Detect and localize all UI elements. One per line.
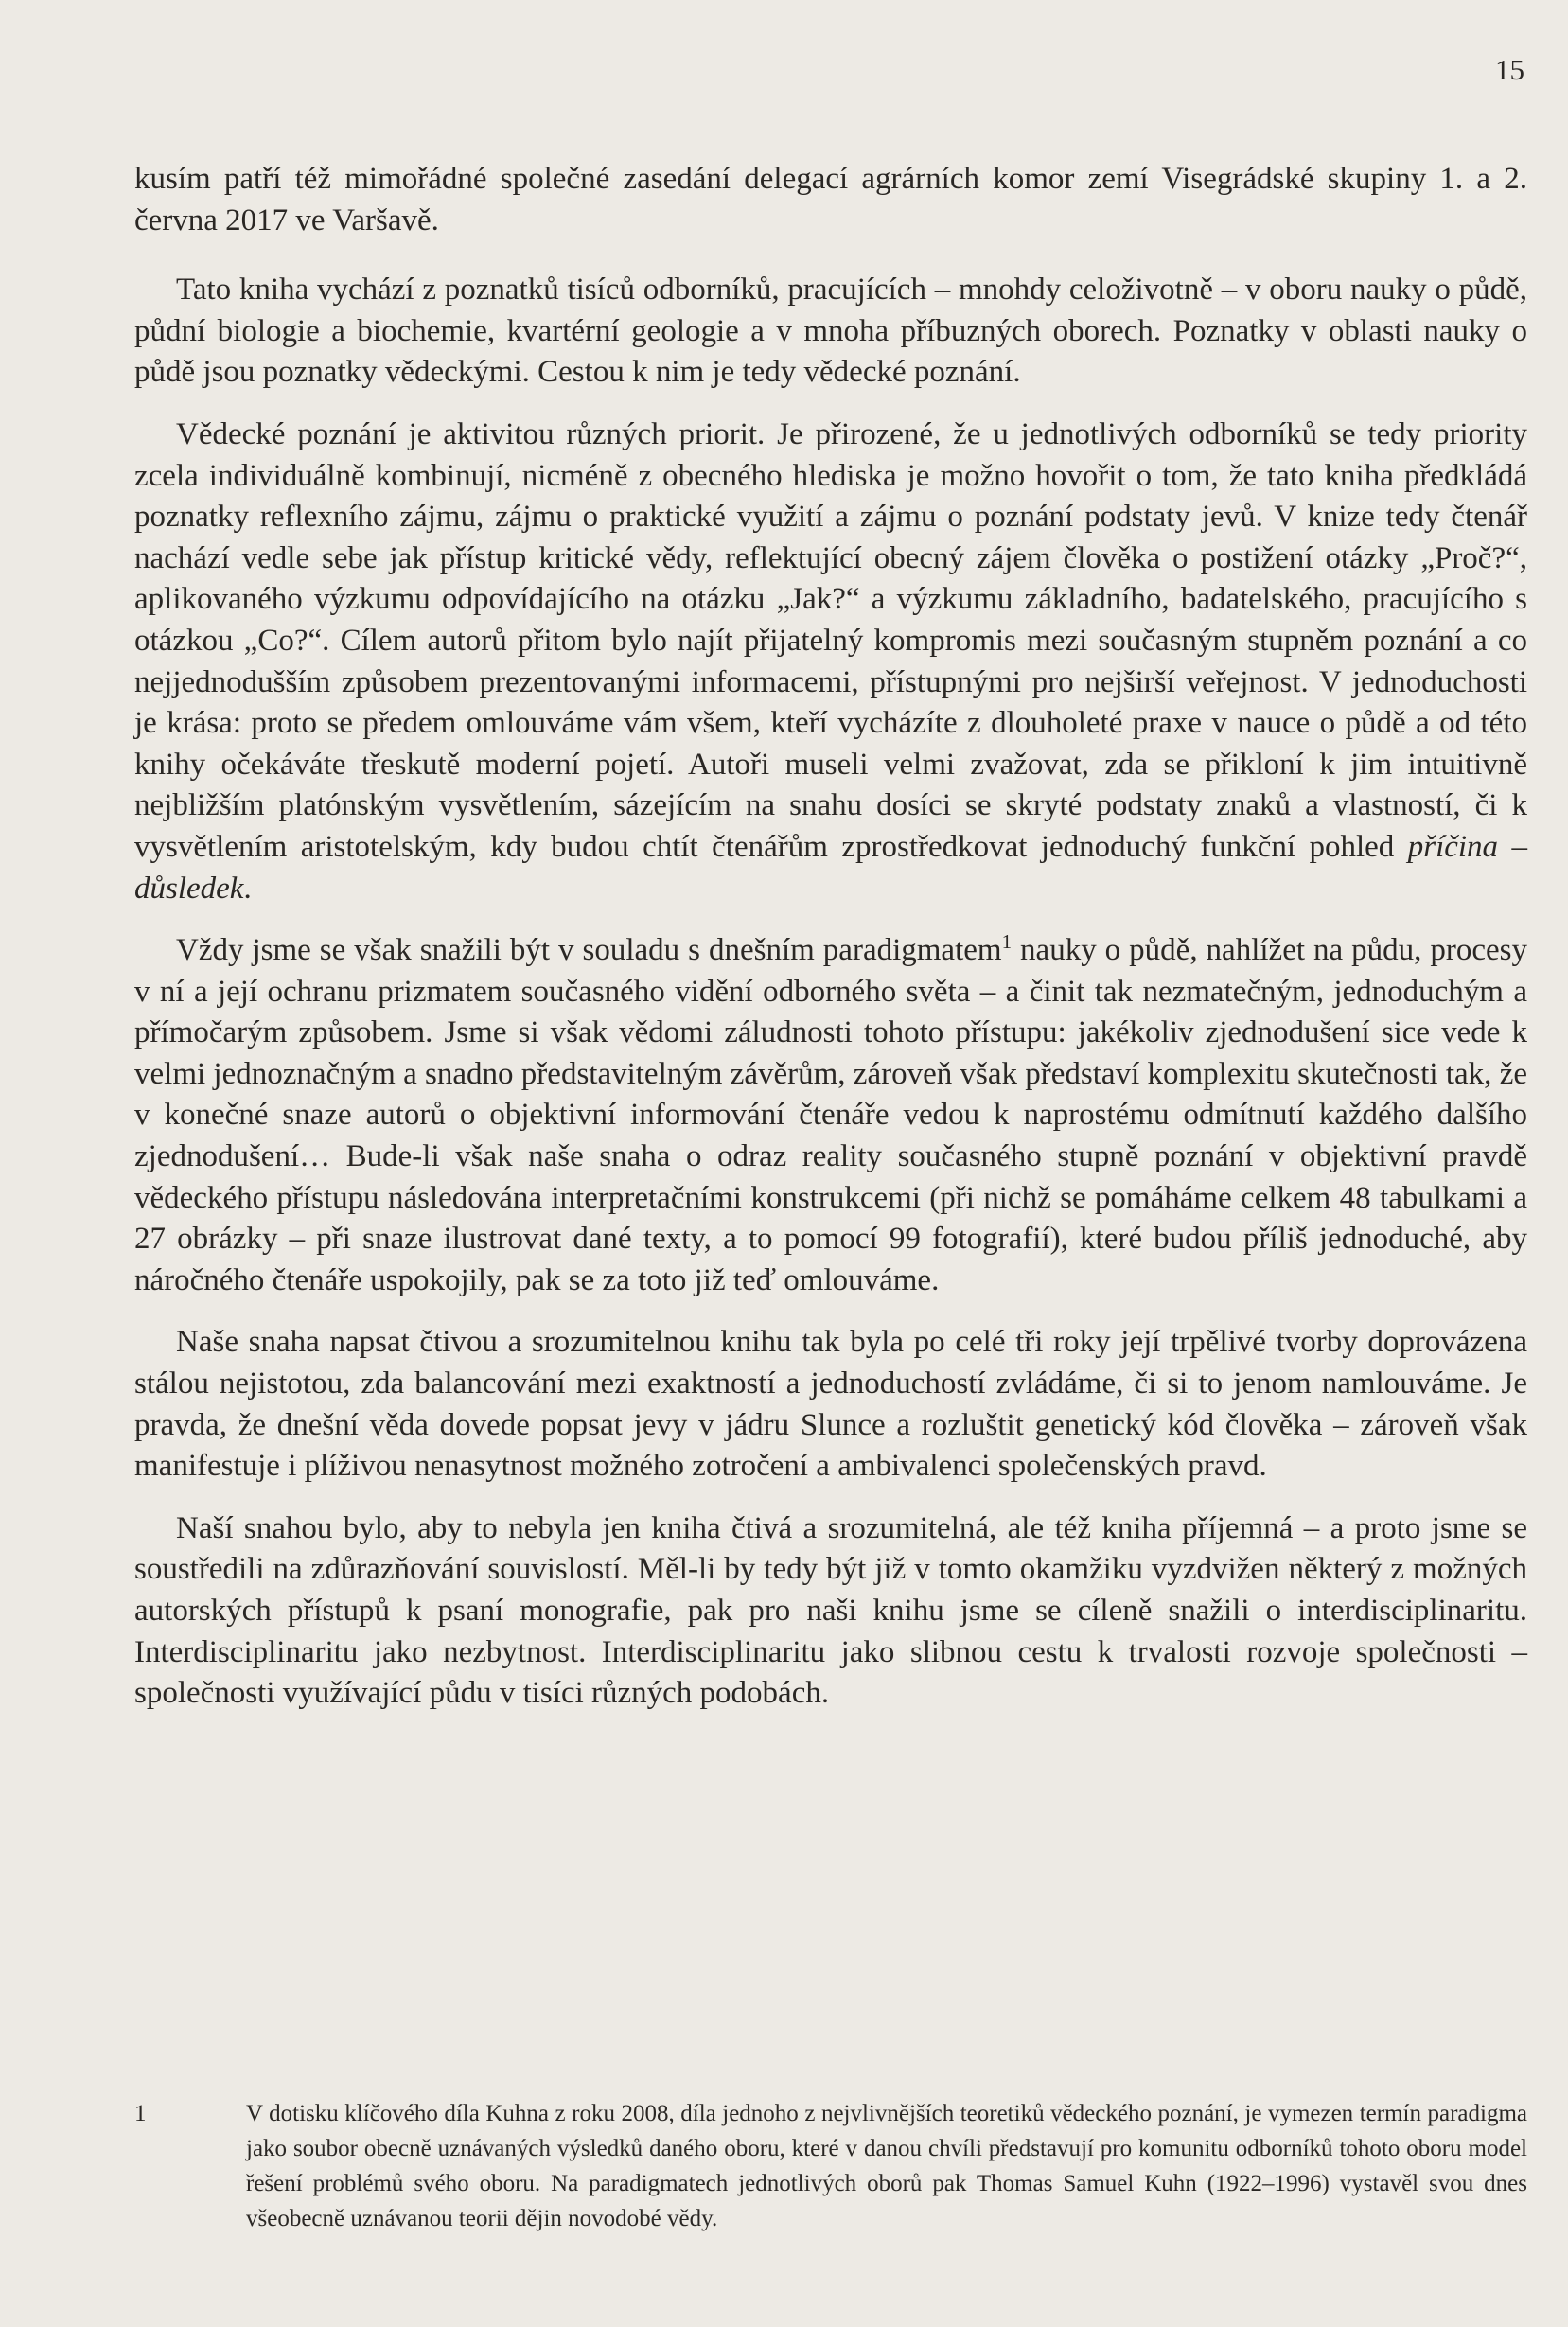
paragraph-2 xyxy=(134,270,1527,394)
paragraph-3 xyxy=(134,414,1527,909)
footnote xyxy=(134,2096,1527,2236)
paragraph-text: Vědecké poznání je aktivitou různých priorit. Je přirozené, že u jednotlivých odborníků se tedy priority zcela individuálně kombinují, nicméně z obecného hlediska je možno hovořit o tom, že tato kniha předkládá poznatky reflexního zájmu, zájmu o praktické využití a zájmu o poznání podstaty jevů. V knize tedy čtenář nachází vedle sebe jak přístup kritické vědy, reflektující obecný zájem člověka o postižení otázky „Proč?“, aplikovaného výzkumu odpovídajícího na otázku „Jak?“ a výzkumu základního, badatelského, pracujícího s otázkou „Co?“. Cílem autorů přitom bylo najít přijatelný kompromis mezi současným stupněm poznání a co nejjednodušším způsobem prezentovanými informacemi, přístupnými pro nejširší veřejnost. V jednoduchosti je krása: proto se předem omlouváme vám všem, kteří vycházíte z dlouholeté praxe v nauce o půdě a od této knihy očekáváte třeskutě moderní pojetí. Autoři museli velmi zvažovat, zda se přikloní k jim intuitivně nejbližším platónským vysvětlením, sázejícím na snahu dosíci se skryté podstaty znaků a vlastností, či k vysvětlením aristotelským, kdy budou chtít čtenářům zprostředkovat jednoduchý funkční pohled xyxy=(134,416,1527,864)
italic-term: příčina – důsledek xyxy=(134,829,1527,906)
paragraph-6 xyxy=(134,1508,1527,1715)
paragraph-text: Vždy jsme se však snažili být v souladu s dnešním paradigmatem xyxy=(176,933,1002,968)
paragraph-text: . xyxy=(243,871,252,906)
footnote-number: 1 xyxy=(134,2101,147,2126)
footnote-reference[interactable]: 1 xyxy=(1001,930,1013,954)
paragraph-text: Naše snaha napsat čtivou a srozumitelnou knihu tak byla po celé tři roky její trpělivé tvorby doprovázena stálou nejistotou, zda balancování mezi exaktností a jednoduchostí zvládáme, či si to jenom namlouváme. Je pravda, že dnešní věda dovede popsat jevy v jádru Slunce a rozluštit genetický kód člověka – zároveň však manifestuje i plíživou nenasytnost možného zotročení a ambivalenci společenských pravd. xyxy=(134,1325,1527,1484)
paragraph-text: kusím patří též mimořádné společné zasedání delegací agrárních komor zemí Visegrádské skupiny 1. a 2. června 2017 ve Varšavě. xyxy=(134,162,1527,238)
paragraph-text: Naší snahou bylo, aby to nebyla jen kniha čtivá a srozumitelná, ale též kniha příjemná – a proto jsme se soustředili na zdůrazňování souvislostí. Měl-li by tedy být již v tomto okamžiku vyzdvižen některý z možných autorských přístupů k psaní monografie, pak pro naši knihu jsme se cíleně snažili o interdisciplinaritu. Interdisciplinaritu jako nezbytnost. Interdisciplinaritu jako slibnou cestu k trvalosti rozvoje společnosti – společnosti využívající půdu v tisíci různých podobách. xyxy=(134,1510,1527,1711)
body-text xyxy=(134,159,1527,1736)
footnote-text: V dotisku klíčového díla Kuhna z roku 2008, díla jednoho z nejvlivnějších teoretiků vědeckého poznání, je vymezen termín paradigma jako soubor obecně uznávaných výsledků daného oboru, které v danou chvíli představují pro komunitu odborníků tohoto oboru model řešení problémů svého oboru. Na paradigmatech jednotlivých oborů pak Thomas Samuel Kuhn (1922–1996) vystavěl svou dnes všeobecně uznávanou teorii dějin novodobé vědy. xyxy=(246,2101,1527,2231)
paragraph-5 xyxy=(134,1322,1527,1487)
paragraph-text: Tato kniha vychází z poznatků tisíců odborníků, pracujících – mnohdy celoživotně – v oboru nauky o půdě, půdní biologie a biochemie, kvartérní geologie a v mnoha příbuzných oborech. Poznatky v oblasti nauky o půdě jsou poznatky vědeckými. Cestou k nim je tedy vědecké poznání. xyxy=(134,273,1527,390)
page-number: 15 xyxy=(1495,53,1524,86)
paragraph-text: nauky o půdě, nahlížet na půdu, procesy v ní a její ochranu prizmatem současného vidění odborného světa – a činit tak nezmatečným, jednoduchým a přímočarým způsobem. Jsme si však vědomi záludnosti tohoto přístupu: jakékoliv zjednodušení sice vede k velmi jednoznačným a snadno představitelným závěrům, zároveň však představí komplexitu skutečnosti tak, že v konečné snaze autorů o objektivní informování čtenáře vedou k naprostému odmítnutí každého dalšího zjednodušení… Bude-li však naše snaha o odraz reality současného stupně poznání v objektivní pravdě vědeckého přístupu následována interpretačními konstrukcemi (při nichž se pomáháme celkem 48 tabulkami a 27 obrázky – při snaze ilustrovat dané texty, a to pomocí 99 fotografií), které budou příliš jednoduché, aby náročného čtenáře uspokojily, pak se za toto již teď omlouváme. xyxy=(134,933,1527,1297)
paragraph-4 xyxy=(134,930,1527,1301)
paragraph-1 xyxy=(134,159,1527,241)
